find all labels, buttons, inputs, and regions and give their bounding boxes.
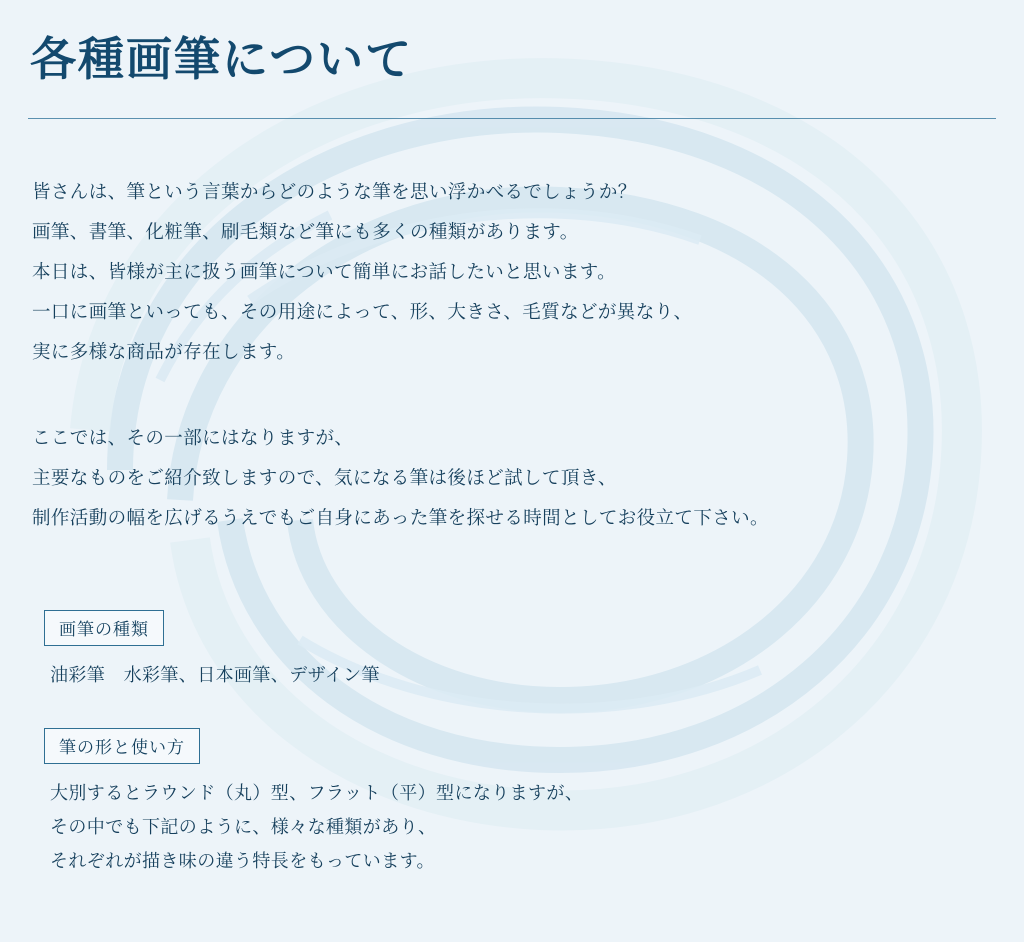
- paragraph-line: 主要なものをご紹介致しますので、気になる筆は後ほど試して頂き、: [32, 467, 617, 488]
- page-title-strong: 各種画筆: [30, 33, 222, 85]
- secondary-paragraph: [32, 418, 769, 538]
- section-line: その中でも下記のように、様々な種類があり、: [50, 817, 437, 837]
- paragraph-line: 制作活動の幅を広げるうえでもご自身にあった筆を探せる時間としてお役立て下さい。: [32, 507, 769, 528]
- paragraph-line: 実に多様な商品が存在します。: [32, 341, 296, 362]
- paragraph-line: 本日は、皆様が主に扱う画筆について簡単にお話したいと思います。: [32, 261, 617, 282]
- section-line: 油彩筆 水彩筆、日本画筆、デザイン筆: [50, 665, 380, 685]
- section-label: 筆の形と使い方: [44, 728, 200, 764]
- section-brush-types: [44, 610, 380, 692]
- section-brush-shapes: [44, 728, 583, 878]
- section-line: 大別するとラウンド（丸）型、フラット（平）型になりますが、: [50, 783, 584, 803]
- section-label: 画筆の種類: [44, 610, 164, 646]
- paragraph-line: ここでは、その一部にはなりますが、: [32, 427, 354, 448]
- title-divider: [28, 118, 996, 119]
- page-title: [30, 34, 413, 85]
- page-title-rest: について: [222, 33, 414, 85]
- paragraph-line: 一口に画筆といっても、その用途によって、形、大きさ、毛質などが異なり、: [32, 301, 693, 322]
- paragraph-line: 画筆、書筆、化粧筆、刷毛類など筆にも多くの種類があります。: [32, 221, 579, 242]
- paragraph-line: 皆さんは、筆という言葉からどのような筆を思い浮かべるでしょうか？: [32, 181, 637, 202]
- section-body: [50, 776, 583, 878]
- section-line: それぞれが描き味の違う特長をもっています。: [50, 851, 435, 871]
- section-body: [50, 658, 380, 692]
- intro-paragraph: [32, 172, 692, 372]
